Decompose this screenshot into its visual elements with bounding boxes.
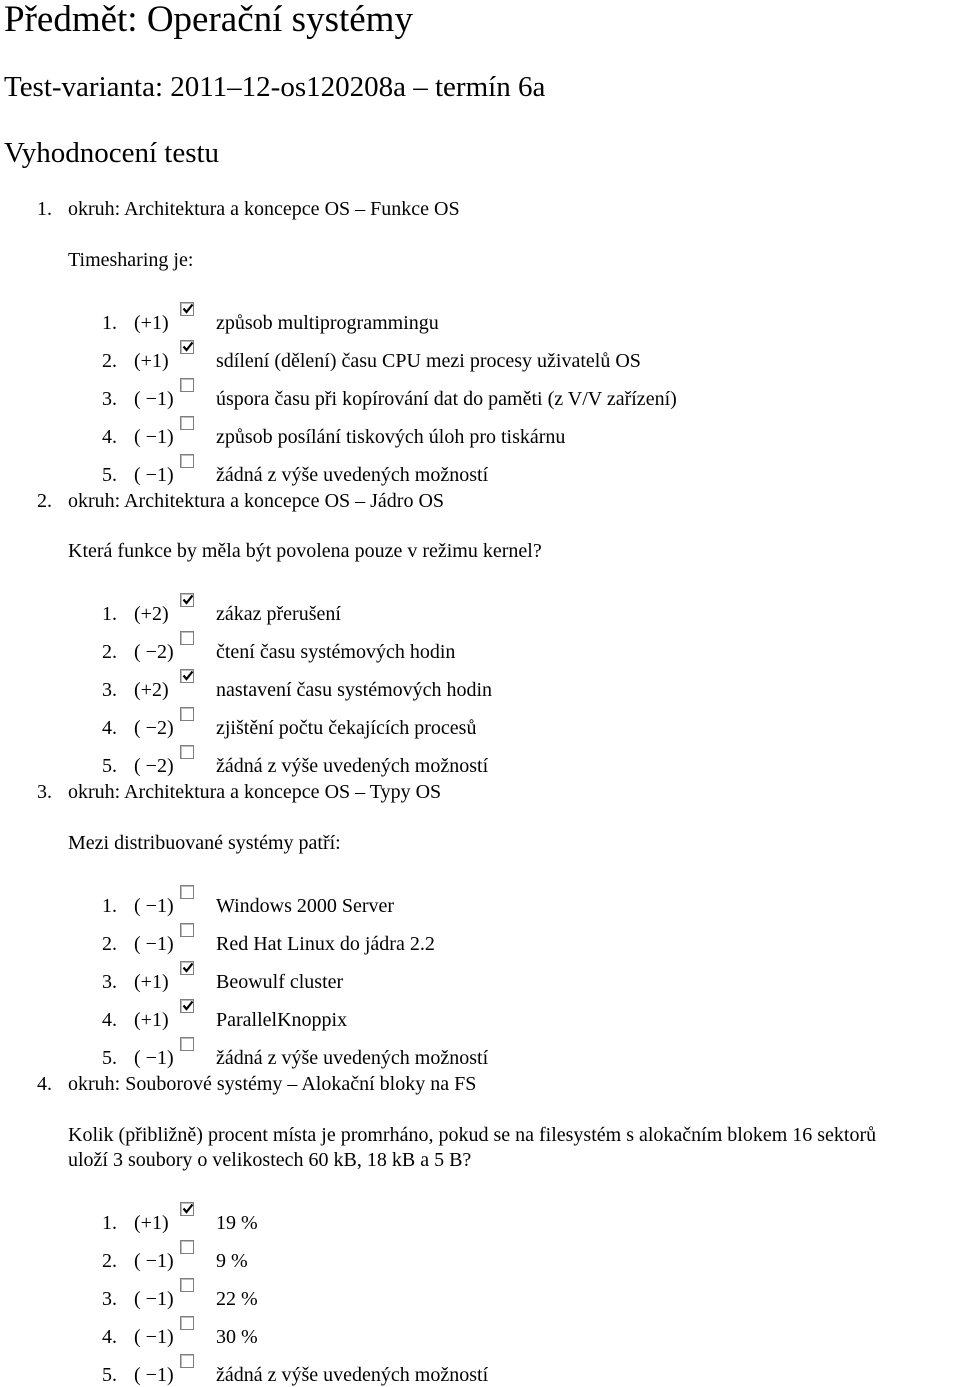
option-text: Red Hat Linux do jádra 2.2 xyxy=(216,933,435,955)
answer-option xyxy=(0,716,960,740)
checked-checkbox[interactable] xyxy=(180,1202,194,1216)
option-text: sdílení (dělení) času CPU mezi procesy uživatelů OS xyxy=(216,350,641,372)
option-text: 30 % xyxy=(216,1326,258,1348)
unchecked-checkbox[interactable] xyxy=(180,1316,194,1330)
page-title: Předmět: Operační systémy xyxy=(4,0,413,40)
option-score: ( −1) xyxy=(134,1250,174,1272)
option-number: 3. xyxy=(102,388,117,410)
question-text: Timesharing je: xyxy=(68,249,194,271)
question-text: Mezi distribuované systémy patří: xyxy=(68,832,341,854)
question-text: Kolik (přibližně) procent místa je promrháno, pokud se na filesystém s alokačním blokem 16 sektorů xyxy=(68,1124,877,1146)
option-score: ( −1) xyxy=(134,1288,174,1310)
unchecked-checkbox[interactable] xyxy=(180,745,194,759)
answer-option xyxy=(0,894,960,918)
checked-checkbox[interactable] xyxy=(180,340,194,354)
option-score: (+1) xyxy=(134,971,169,993)
answer-option xyxy=(0,602,960,626)
answer-option xyxy=(0,1249,960,1273)
option-text: Beowulf cluster xyxy=(216,971,344,993)
unchecked-checkbox[interactable] xyxy=(180,416,194,430)
answer-option xyxy=(0,1008,960,1032)
option-text: žádná z výše uvedených možností xyxy=(216,1364,489,1386)
unchecked-checkbox[interactable] xyxy=(180,1037,194,1051)
option-text: 22 % xyxy=(216,1288,258,1310)
option-score: ( −2) xyxy=(134,755,174,777)
unchecked-checkbox[interactable] xyxy=(180,1354,194,1368)
topic-label: okruh: Souborové systémy – Alokační bloky na FS xyxy=(68,1073,477,1095)
answer-option xyxy=(0,1046,960,1070)
option-text: způsob multiprogrammingu xyxy=(216,312,439,334)
option-score: ( −1) xyxy=(134,933,174,955)
topic-label: okruh: Architektura a koncepce OS – Funkce OS xyxy=(68,198,460,220)
test-variant-heading: Test-varianta: 2011–12-os120208a – termín 6a xyxy=(4,71,546,103)
topic-label: okruh: Architektura a koncepce OS – Typy OS xyxy=(68,781,442,803)
answer-option xyxy=(0,463,960,487)
option-text: ParallelKnoppix xyxy=(216,1009,348,1031)
question-text: Která funkce by měla být povolena pouze v režimu kernel? xyxy=(68,540,542,562)
question-number: 4. xyxy=(37,1073,52,1095)
answer-option xyxy=(0,678,960,702)
option-number: 4. xyxy=(102,717,117,739)
option-score: (+1) xyxy=(134,1009,169,1031)
option-score: ( −1) xyxy=(134,388,174,410)
option-number: 5. xyxy=(102,1364,117,1386)
unchecked-checkbox[interactable] xyxy=(180,631,194,645)
answer-option xyxy=(0,1325,960,1349)
option-text: žádná z výše uvedených možností xyxy=(216,464,489,486)
question-number: 2. xyxy=(37,490,52,512)
unchecked-checkbox[interactable] xyxy=(180,1240,194,1254)
answer-option xyxy=(0,387,960,411)
answer-option xyxy=(0,1211,960,1235)
option-score: ( −1) xyxy=(134,426,174,448)
option-number: 4. xyxy=(102,1326,117,1348)
option-text: čtení času systémových hodin xyxy=(216,641,456,663)
option-number: 1. xyxy=(102,895,117,917)
answer-option xyxy=(0,311,960,335)
option-score: ( −1) xyxy=(134,1047,174,1069)
option-score: ( −1) xyxy=(134,895,174,917)
option-score: ( −2) xyxy=(134,641,174,663)
option-text: nastavení času systémových hodin xyxy=(216,679,493,701)
option-text: úspora času při kopírování dat do paměti (z V/V zařízení) xyxy=(216,388,677,410)
option-number: 2. xyxy=(102,350,117,372)
checked-checkbox[interactable] xyxy=(180,999,194,1013)
option-text: zákaz přerušení xyxy=(216,603,341,625)
checked-checkbox[interactable] xyxy=(180,302,194,316)
answer-option xyxy=(0,349,960,373)
answer-option xyxy=(0,1287,960,1311)
option-number: 2. xyxy=(102,933,117,955)
option-number: 3. xyxy=(102,971,117,993)
unchecked-checkbox[interactable] xyxy=(180,885,194,899)
question-number: 3. xyxy=(37,781,52,803)
option-text: způsob posílání tiskových úloh pro tiskárnu xyxy=(216,426,566,448)
option-score: (+1) xyxy=(134,1212,169,1234)
answer-option xyxy=(0,932,960,956)
option-number: 4. xyxy=(102,426,117,448)
option-text: Windows 2000 Server xyxy=(216,895,395,917)
option-text: žádná z výše uvedených možností xyxy=(216,755,489,777)
answer-option xyxy=(0,754,960,778)
answer-option xyxy=(0,1363,960,1387)
unchecked-checkbox[interactable] xyxy=(180,923,194,937)
answer-option xyxy=(0,425,960,449)
option-number: 5. xyxy=(102,1047,117,1069)
option-score: ( −1) xyxy=(134,1364,174,1386)
option-text: zjištění počtu čekajících procesů xyxy=(216,717,477,739)
question-text-continued: uloží 3 soubory o velikostech 60 kB, 18 kB a 5 B? xyxy=(68,1149,472,1171)
option-number: 5. xyxy=(102,464,117,486)
unchecked-checkbox[interactable] xyxy=(180,454,194,468)
option-score: ( −1) xyxy=(134,1326,174,1348)
answer-option xyxy=(0,970,960,994)
unchecked-checkbox[interactable] xyxy=(180,707,194,721)
option-number: 3. xyxy=(102,679,117,701)
topic-label: okruh: Architektura a koncepce OS – Jádro OS xyxy=(68,490,445,512)
option-number: 1. xyxy=(102,603,117,625)
option-score: (+1) xyxy=(134,312,169,334)
checked-checkbox[interactable] xyxy=(180,593,194,607)
unchecked-checkbox[interactable] xyxy=(180,1278,194,1292)
option-text: 9 % xyxy=(216,1250,248,1272)
option-number: 1. xyxy=(102,312,117,334)
option-score: (+2) xyxy=(134,603,169,625)
option-number: 2. xyxy=(102,1250,117,1272)
evaluation-heading: Vyhodnocení testu xyxy=(4,137,220,169)
option-number: 2. xyxy=(102,641,117,663)
option-score: ( −1) xyxy=(134,464,174,486)
checked-checkbox[interactable] xyxy=(180,961,194,975)
option-text: žádná z výše uvedených možností xyxy=(216,1047,489,1069)
option-number: 1. xyxy=(102,1212,117,1234)
option-score: ( −2) xyxy=(134,717,174,739)
option-number: 5. xyxy=(102,755,117,777)
answer-option xyxy=(0,640,960,664)
option-number: 4. xyxy=(102,1009,117,1031)
option-score: (+2) xyxy=(134,679,169,701)
option-score: (+1) xyxy=(134,350,169,372)
question-number: 1. xyxy=(37,198,52,220)
unchecked-checkbox[interactable] xyxy=(180,378,194,392)
option-text: 19 % xyxy=(216,1212,258,1234)
option-number: 3. xyxy=(102,1288,117,1310)
checked-checkbox[interactable] xyxy=(180,669,194,683)
